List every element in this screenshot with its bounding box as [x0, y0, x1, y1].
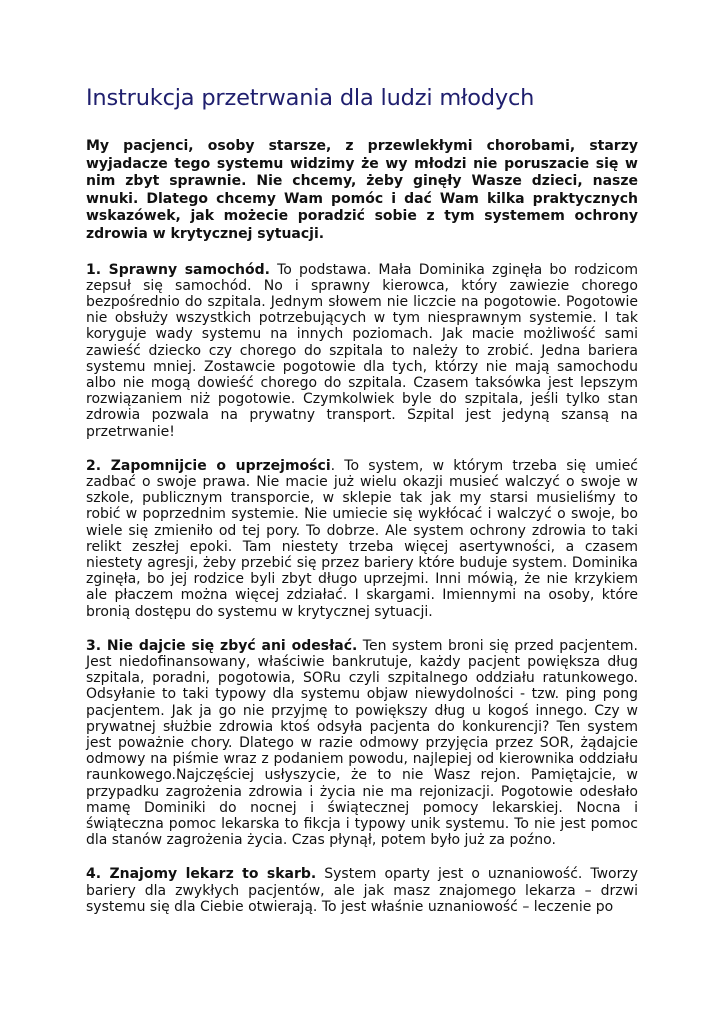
document-page: [86, 84, 638, 929]
section-heading: 3. Nie dajcie się zbyć ani odesłać.: [86, 637, 358, 654]
section-4: [86, 866, 638, 915]
section-body: To podstawa. Mała Dominika zginęła bo rodzicom zepsuł się samochód. No i sprawny kierowca, który zawiezie chorego bezpośrednio do szpitala. Jednym słowem nie liczcie na pogotowie. Pogotowie nie obsłuży wszystkich potrzebujących w tym niesprawnym systemie. I tak koryguje wady systemu na innych poziomach. Jak macie możliwość sami zawieść dziecko czy chorego do szpitala to należy to zrobić. Jedna bariera systemu mniej. Zostawcie pogotowie dla tych, którzy nie mają samochodu albo nie mogą dowieść chorego do szpitala. Czasem taksówka jest lepszym rozwiązaniem niż pogotowie. Czymkolwiek byle do szpitala, jeśli tylko stan zdrowia pozwala na prywatny transport. Szpital jest jedyną szansą na przetrwanie!: [86, 261, 638, 440]
section-body: . To system, w którym trzeba się umieć zadbać o swoje prawa. Nie macie już wielu okazji musieć walczyć o swoje w szkole, publicznym transporcie, w sklepie tak jak my starsi musieliśmy to robić w poprzednim systemie. Nie umiecie się wykłócać i walczyć o swoje, bo wiele się zmieniło od tej pory. To dobrze. Ale system ochrony zdrowia to taki relikt zeszłej epoki. Tam niestety trzeba więcej asertywności, a czasem niestety agresji, żeby przebić się przez bariery które buduje system. Dominika zginęła, bo jej rodzice byli zbyt długo uprzejmi. Inni mówią, że nie krzykiem ale płaczem można więcej zdziałać. I skargami. Imiennymi na osoby, które bronią dostępu do systemu w krytycznej sytuacji.: [86, 457, 639, 620]
section-heading: 4. Znajomy lekarz to skarb.: [86, 866, 317, 883]
section-heading: 1. Sprawny samochód.: [86, 261, 270, 278]
section-body: Ten system broni się przed pacjentem. Jest niedofinansowany, właściwie bankrutuje, każdy pacjent powiększa dług szpitala, poradni, pogotowia, SORu czyli szpitalnego oddziału ratunkowego. Odsyłanie to taki typowy dla systemu objaw niewydolności - tzw. ping pong pacjentem. Jak ja go nie przyjmę to powiększy dług u kogoś innego. Czy w prywatnej służbie zdrowia ktoś odsyła pacjenta do konkurencji? Ten system jest poważnie chory. Dlatego w razie odmowy przyjęcia przez SOR, żądajcie odmowy na piśmie wraz z podaniem powodu, najlepiej od kierownika oddziału raunkowego.Najczęściej usłyszycie, że to nie Wasz rejon. Pamiętajcie, w przypadku zagrożenia zdrowia i życia nie ma rejonizacji. Pogotowie odesłało mamę Dominiki do nocnej i świątecznej pomocy lekarskiej. Nocna i świąteczna pomoc lekarska to fikcja i typowy unik systemu. To nie jest pomoc dla stanów zagrożenia życia. Czas płynął, potem było już za poźno.: [86, 637, 638, 849]
page-title: Instrukcja przetrwania dla ludzi młodych: [86, 85, 535, 111]
section-3: [86, 638, 638, 849]
section-body: System oparty jest o uznaniowość. Tworzy bariery dla zwykłych pacjentów, ale jak masz znajomego lekarza – drzwi systemu się dla Ciebie otwierają. To jest właśnie uznaniowość – leczenie po: [86, 866, 638, 915]
intro-paragraph: My pacjenci, osoby starsze, z przewlekłymi chorobami, starzy wyjadacze tego systemu widzimy że wy młodzi nie poruszacie się w nim zbyt sprawnie. Nie chcemy, żeby ginęły Wasze dzieci, nasze wnuki. Dlatego chcemy Wam pomóc i dać Wam kilka praktycznych wskazówek, jak możecie poradzić sobie z tym systemem ochrony zdrowia w krytycznej sytuacji.: [86, 138, 638, 242]
section-1: [86, 262, 638, 440]
section-2: [86, 458, 638, 620]
section-heading: 2. Zapomnijcie o uprzejmości: [86, 457, 331, 474]
